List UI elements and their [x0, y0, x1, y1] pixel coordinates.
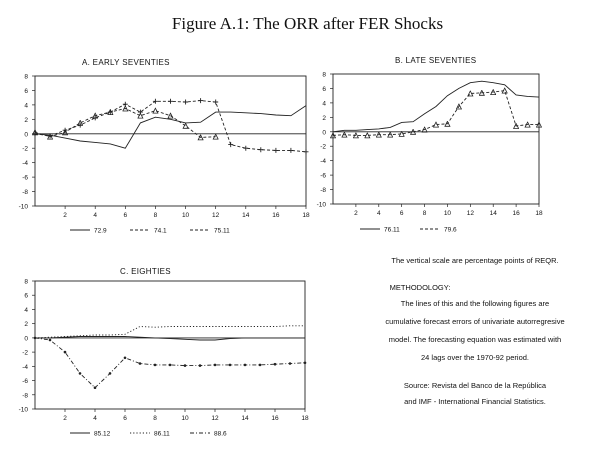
methodology-line-3: model. The forecasting equation was estimated with: [388, 335, 562, 344]
x-tick-label: 8: [153, 212, 158, 219]
chart-panel-c: [19, 279, 309, 438]
series-line-86.11: [35, 326, 305, 338]
x-tick-label: 8: [153, 415, 157, 422]
y-tick-label: -8: [22, 392, 28, 400]
y-tick-label: 0: [24, 131, 28, 139]
y-tick-label: -10: [18, 406, 28, 414]
y-tick-label: 6: [24, 292, 28, 300]
chart-panel-b: [317, 72, 543, 234]
methodology-line-1: The lines of this and the following figures are: [400, 299, 550, 308]
y-tick-label: 6: [24, 87, 28, 95]
y-tick-label: 4: [322, 100, 326, 108]
y-tick-label: 8: [322, 71, 326, 79]
x-tick-label: 14: [242, 212, 250, 219]
x-tick-label: 18: [301, 415, 309, 422]
source-line-2: and IMF - International Financial Statistics.: [404, 397, 546, 406]
series-line-76.11: [333, 81, 539, 132]
x-tick-label: 10: [181, 212, 190, 219]
x-tick-label: 18: [302, 212, 310, 219]
plot-frame: [35, 76, 306, 206]
legend-label: 72.9: [94, 227, 107, 235]
x-tick-label: 12: [212, 212, 220, 219]
panel-b-title: B. LATE SEVENTIES: [395, 56, 477, 65]
legend-label: 74.1: [154, 227, 167, 235]
y-tick-label: 2: [24, 116, 28, 124]
y-tick-label: -2: [22, 349, 28, 357]
x-tick-label: 12: [211, 415, 219, 422]
x-tick-label: 6: [123, 415, 127, 422]
x-tick-label: 12: [466, 210, 474, 217]
x-tick-label: 18: [535, 210, 543, 217]
panel-a-title: A. EARLY SEVENTIES: [82, 58, 170, 67]
legend-label: 86.11: [154, 430, 170, 438]
x-tick-label: 6: [399, 210, 404, 217]
y-tick-label: 4: [24, 306, 28, 314]
plot-frame: [333, 74, 539, 204]
y-tick-label: -2: [320, 143, 326, 151]
y-tick-label: -8: [320, 187, 326, 195]
y-tick-label: 0: [24, 335, 28, 343]
legend-label: 76.11: [384, 226, 400, 234]
x-tick-label: 16: [271, 415, 279, 422]
y-tick-label: -6: [22, 174, 28, 182]
panel-c-title: C. EIGHTIES: [120, 267, 171, 276]
x-tick-label: 2: [63, 415, 67, 422]
legend-label: 85.12: [94, 430, 111, 438]
x-tick-label: 4: [93, 212, 98, 219]
chart-panel-a: [19, 74, 310, 235]
y-tick-label: -4: [320, 158, 326, 166]
legend-label: 79.6: [444, 226, 457, 234]
x-tick-label: 16: [272, 212, 280, 219]
y-tick-label: 6: [322, 85, 326, 93]
methodology-line-2: cumulative forecast errors of univariate autorregresive: [385, 317, 565, 326]
x-tick-label: 10: [181, 415, 189, 422]
legend-label: 88.6: [214, 430, 227, 438]
y-tick-label: -2: [22, 145, 28, 153]
x-tick-label: 2: [63, 212, 67, 219]
methodology-line-4: 24 lags over the 1970-92 period.: [421, 353, 529, 362]
methodology-heading: METHODOLOGY:: [389, 283, 451, 292]
series-line-75.11: [35, 101, 306, 152]
series-line-79.6: [333, 91, 539, 136]
y-tick-label: -6: [22, 378, 28, 386]
x-tick-label: 10: [443, 210, 452, 217]
y-tick-label: 2: [24, 321, 28, 329]
y-tick-label: -8: [22, 189, 28, 197]
y-tick-label: 8: [24, 278, 28, 286]
y-tick-label: 0: [322, 129, 326, 137]
y-tick-label: 8: [24, 73, 28, 81]
source-line-1: Source: Revista del Banco de la República: [403, 381, 547, 390]
x-tick-label: 4: [93, 415, 97, 422]
y-tick-label: -4: [22, 363, 28, 371]
y-tick-label: -10: [18, 203, 28, 211]
series-line-88.6: [35, 338, 305, 388]
x-tick-label: 4: [376, 210, 381, 217]
x-tick-label: 6: [123, 212, 128, 219]
x-tick-label: 2: [354, 210, 358, 217]
x-tick-label: 14: [241, 415, 249, 422]
figure-title: Figure A.1: The ORR after FER Shocks: [171, 14, 444, 33]
y-tick-label: -10: [316, 201, 326, 209]
y-tick-label: -6: [320, 172, 326, 180]
scale-note: The vertical scale are percentage points of REQR.: [391, 256, 559, 265]
plot-frame: [35, 281, 305, 409]
y-tick-label: 2: [322, 114, 326, 122]
x-tick-label: 16: [512, 210, 520, 217]
x-tick-label: 8: [422, 210, 427, 217]
y-tick-label: 4: [24, 102, 28, 110]
legend-label: 75.11: [214, 227, 230, 235]
y-tick-label: -4: [22, 160, 28, 168]
x-tick-label: 14: [489, 210, 497, 217]
